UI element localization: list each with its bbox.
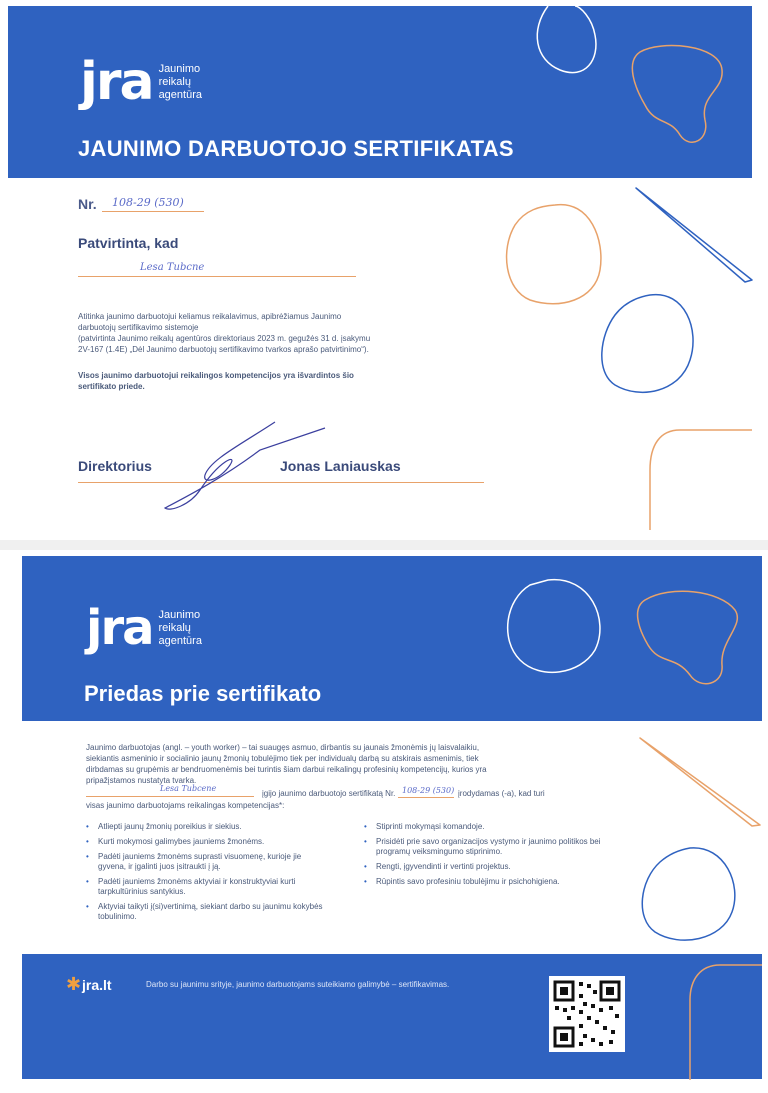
bullet-icon: • — [364, 837, 367, 846]
list-item — [86, 852, 346, 872]
item-text: Rengti, įgyvendinti ir vertinti projektus. — [376, 862, 511, 871]
para-line: dirbdamas su grupėmis ar bendruomenėmis bei turintis šiam darbui reikalingų profesinių kompetencijų, kurios yra — [86, 765, 487, 774]
recipient-name: Lesa Tubcne — [140, 262, 205, 273]
deco-triangle-orange — [640, 738, 760, 826]
para-line: (patvirtinta Jaunimo reikalų agentūros direktoriaus 2023 m. gegužės 31 d. įsakymu — [78, 334, 371, 343]
bullet-icon: • — [86, 877, 89, 886]
cert-text-a: įgijo jaunimo darbuotojo sertifikatą Nr. — [262, 789, 396, 798]
certificate-number-value: 108-29 (530) — [112, 196, 184, 209]
item-text: Rūpintis savo profesiniu tobulėjimu ir psichohigiena. — [376, 877, 560, 886]
bullet-icon: • — [86, 902, 89, 911]
recipient-name: Lesa Tubcene — [160, 784, 217, 793]
list-item — [86, 822, 346, 832]
logo-line-3: agentūra — [158, 88, 202, 101]
cert-text-b: įrodydamas (-a), kad turi — [458, 789, 545, 798]
bullet-icon: • — [364, 822, 367, 831]
logo-mark: jra — [80, 52, 153, 112]
list-item — [364, 837, 634, 857]
director-name: Jonas Laniauskas — [280, 458, 401, 474]
nr-label: Nr. — [78, 196, 97, 212]
competencies-left — [86, 822, 346, 927]
logo-line-1: Jaunimo — [158, 608, 201, 621]
item-text: Padėti jauniems žmonėms aktyviai ir konstruktyviai kurti tarpkultūrinius santykius. — [98, 877, 296, 896]
intro-paragraph — [86, 742, 606, 786]
annex-title: Priedas prie sertifikato — [84, 681, 322, 706]
bullet-icon: • — [86, 852, 89, 861]
item-text: Stiprinti mokymąsi komandoje. — [376, 822, 485, 831]
list-item — [364, 862, 634, 872]
item-text: Padėti jauniems žmonėms suprasti visuomenę, kurioje jie gyvena, ir įgalinti juos įsitraukti į ją. — [98, 852, 302, 871]
para-line: siekiantis asmeninio ir socialinio jaunų žmonių tobulėjimo tiek per individualų darbą su atskirais asmenimis, tiek — [86, 754, 479, 763]
bullet-icon: • — [86, 837, 89, 846]
logo-line-2: reikalų — [158, 621, 191, 634]
deco-blob-orange-top — [638, 591, 738, 683]
item-text: Prisidėti prie savo organizacijos vystymo ir jaunimo politikos bei programų veiksmingumo stiprinimo. — [376, 837, 601, 856]
list-item — [86, 837, 346, 847]
deco-arc-orange — [690, 965, 762, 1080]
bullet-icon: • — [364, 877, 367, 886]
nr-underline — [398, 797, 454, 798]
director-label: Direktorius — [78, 458, 152, 474]
para-line: Atitinka jaunimo darbuotojui keliamus reikalavimus, apibrėžiamus Jaunimo — [78, 312, 342, 321]
qr-code-icon — [549, 976, 625, 1052]
para-line: sertifikato priede. — [78, 382, 145, 391]
bullet-icon: • — [86, 822, 89, 831]
para-line: darbuotojų sertifikavimo sistemoje — [78, 323, 199, 332]
cert-text-c: visas jaunimo darbuotojams reikalingas kompetencijas*: — [86, 801, 285, 810]
item-text: Aktyviai taikyti į(si)vertinimą, siekiant darbo su jaunimu kokybės tobulinimo. — [98, 902, 323, 921]
list-item — [364, 822, 634, 832]
asterisk-icon: ✱ — [66, 974, 82, 994]
footer-site-link[interactable]: jra.lt — [82, 977, 112, 993]
confirmed-heading: Patvirtinta, kad — [78, 235, 179, 251]
certificate-title: JAUNIMO DARBUOTOJO SERTIFIKATAS — [78, 136, 514, 161]
item-text: Atliepti jaunų žmonių poreikius ir siekius. — [98, 822, 242, 831]
deco-blob-white — [508, 580, 600, 673]
name-underline — [86, 796, 254, 797]
qr-code[interactable] — [549, 976, 625, 1052]
list-item — [364, 877, 634, 887]
para-line: Jaunimo darbuotojas (angl. – youth worker) – tai suaugęs asmuo, dirbantis su jaunais žmonėmis jų laisvalaikiu, — [86, 743, 480, 752]
logo-line-1: Jaunimo — [158, 62, 201, 75]
para-line: pripažįstamos nustatyta tvarka. — [86, 776, 197, 785]
logo-line-3: agentūra — [158, 634, 202, 647]
para-line: Visos jaunimo darbuotojui reikalingos kompetencijos yra išvardintos šio — [78, 371, 354, 380]
competencies-right — [364, 822, 634, 892]
logo-line-2: reikalų — [158, 75, 191, 88]
item-text: Kurti mokymosi galimybes jauniems žmonėms. — [98, 837, 265, 846]
para-line: 2V-167 (1.4E) „Dėl Jaunimo darbuotojų sertifikavimo tvarkos aprašo patvirtinimo“). — [78, 345, 369, 354]
footer-tagline: Darbo su jaunimu srityje, jaunimo darbuotojams suteikiamo galimybė – sertifikavimas. — [146, 980, 450, 989]
deco-blob-blue — [642, 848, 735, 940]
cert-number: 108-29 (530) — [402, 786, 455, 795]
list-item — [86, 877, 346, 897]
bullet-icon: • — [364, 862, 367, 871]
logo-mark: jra — [86, 600, 153, 656]
list-item — [86, 902, 346, 922]
